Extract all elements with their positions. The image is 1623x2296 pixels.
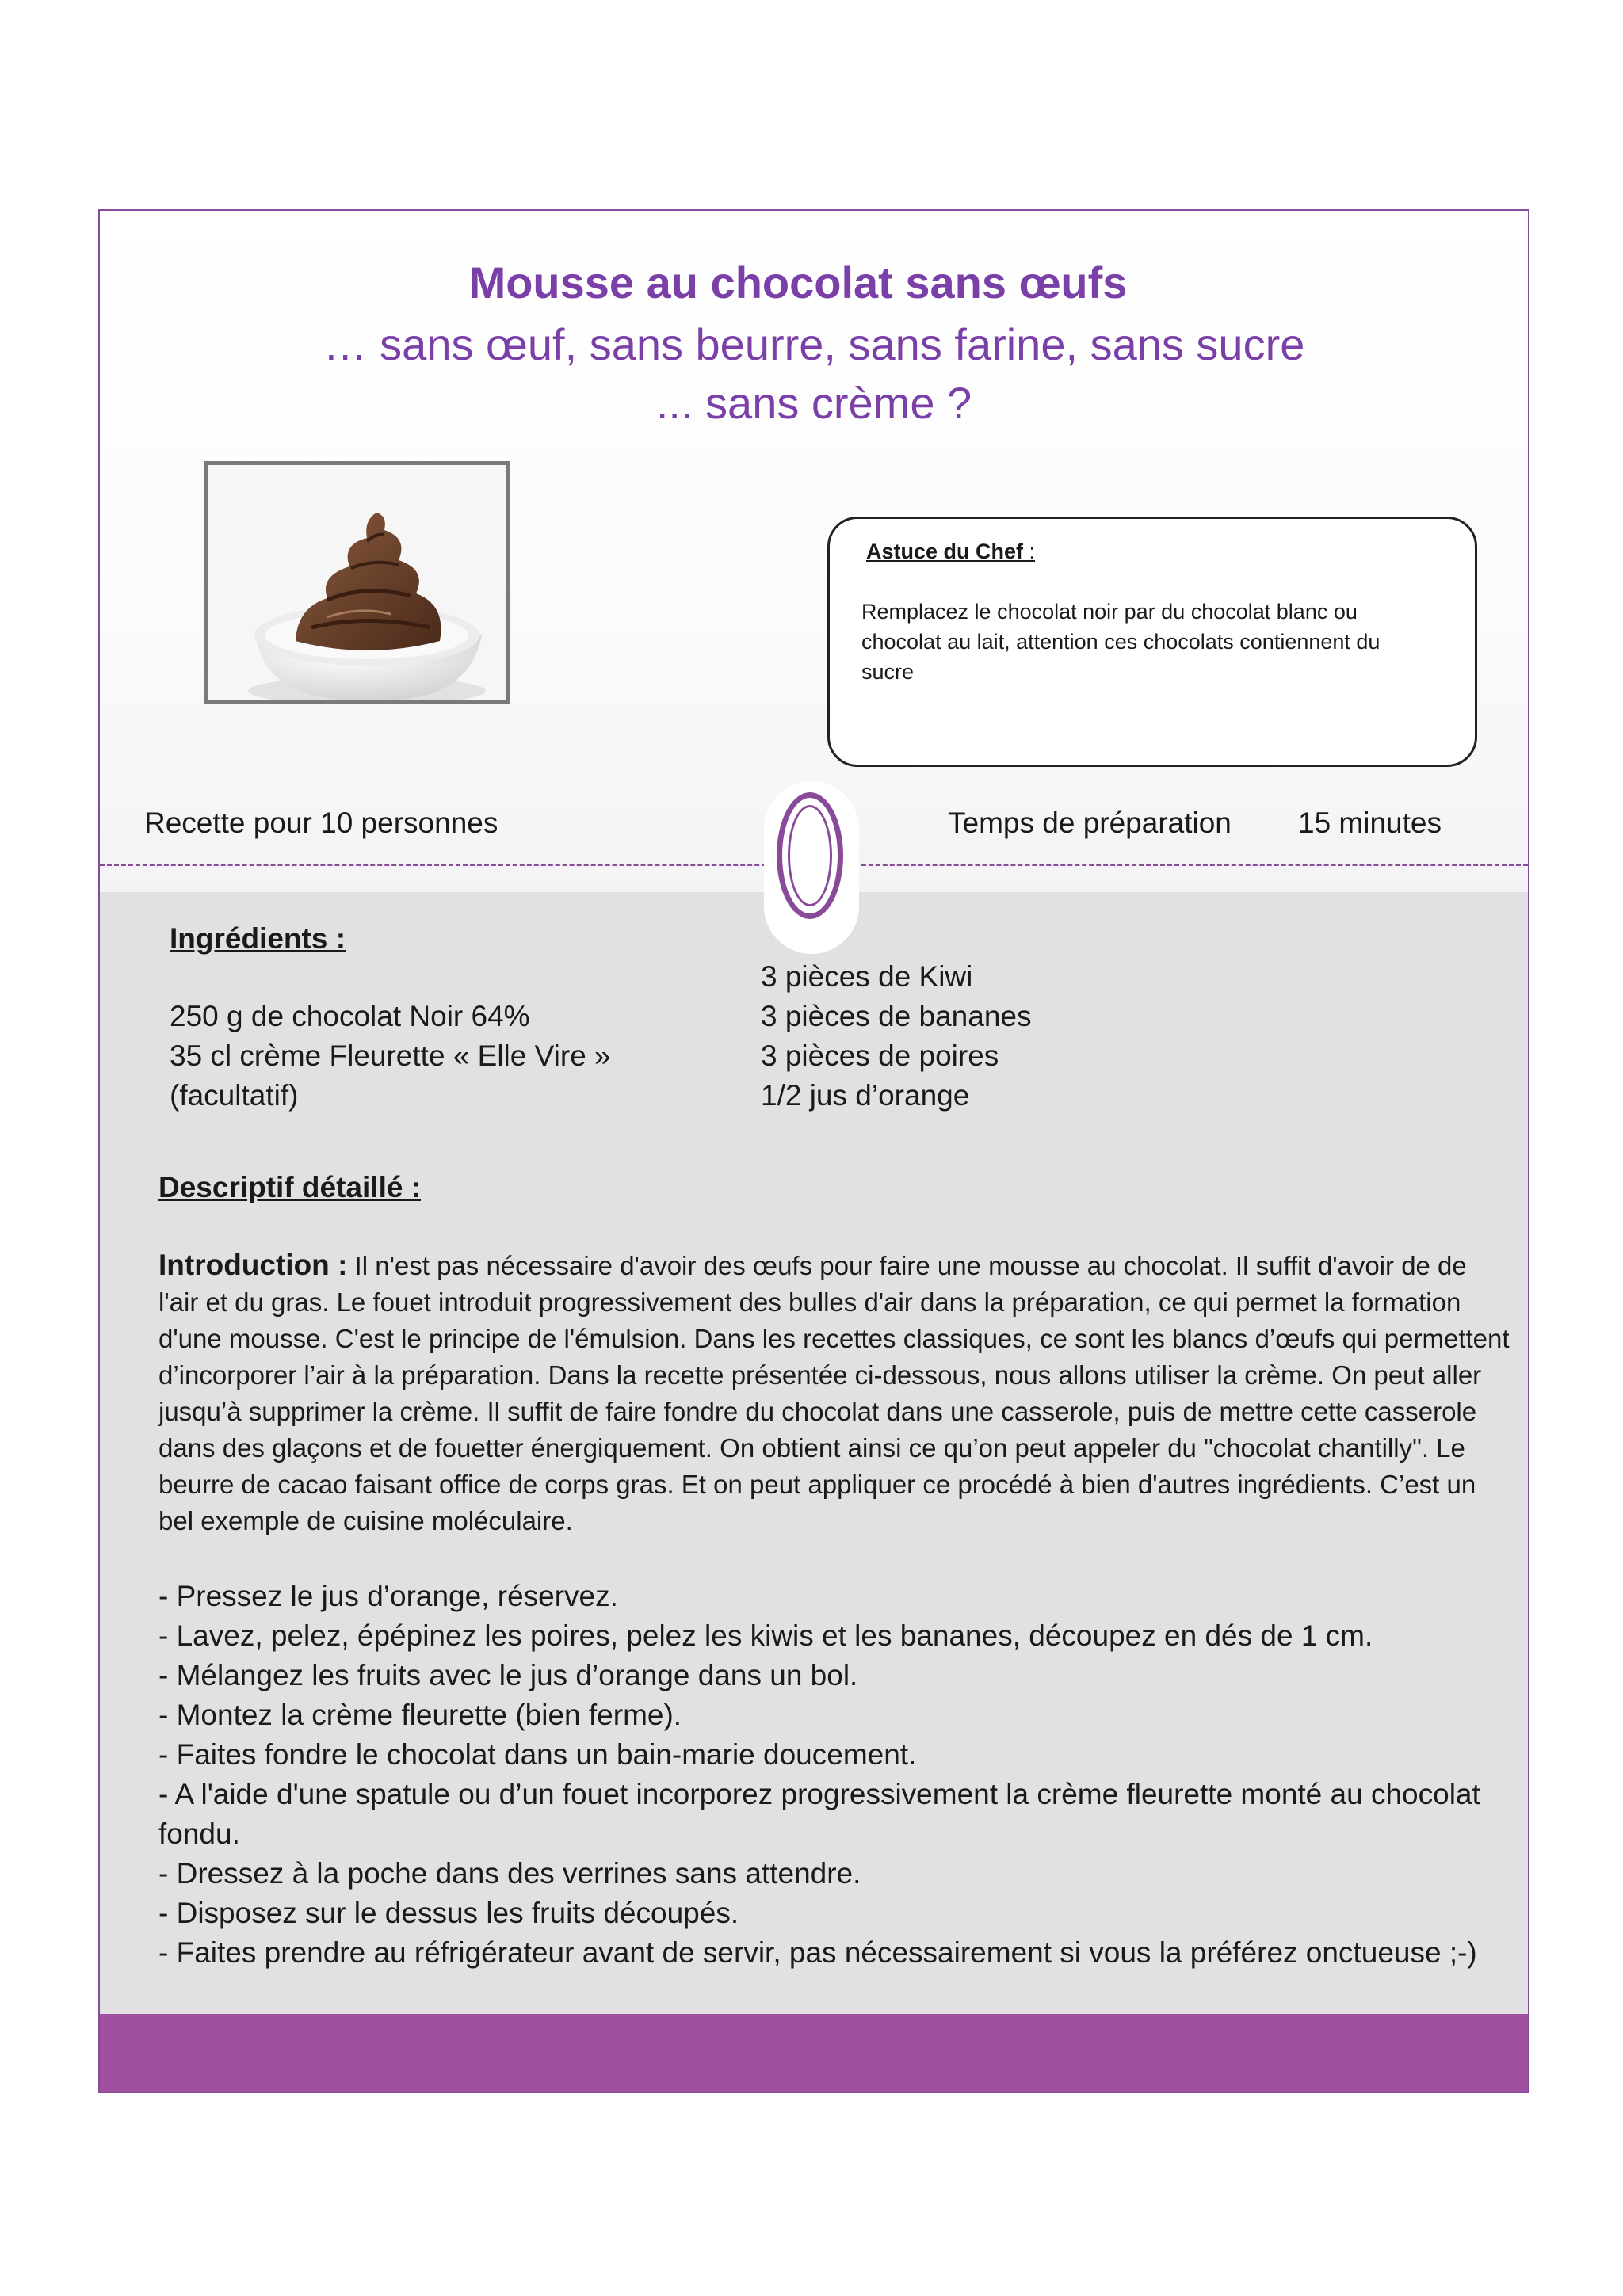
prep-time-label: Temps de préparation (948, 807, 1232, 839)
step-item: - Dressez à la poche dans des verrines sans attendre. (158, 1857, 861, 1890)
recipe-subtitle-2: ... sans crème ? (655, 378, 972, 428)
ingredient-item: 35 cl crème Fleurette « Elle Vire » (170, 1039, 611, 1072)
footer-bar (100, 2014, 1528, 2093)
ingredient-item: 3 pièces de poires (761, 1039, 999, 1072)
step-item: - Pressez le jus d’orange, réservez. (158, 1580, 618, 1612)
mousse-photo (204, 461, 510, 704)
ingredient-item: 3 pièces de Kiwi (761, 960, 973, 993)
chef-tip-colon: : (1023, 540, 1036, 563)
ingredient-item: 250 g de chocolat Noir 64% (170, 1000, 530, 1032)
ingredients-heading: Ingrédients : (170, 922, 346, 955)
ingredient-item: 3 pièces de bananes (761, 1000, 1032, 1032)
step-item: - Mélangez les fruits avec le jus d’orange dans un bol. (158, 1659, 858, 1691)
recipe-subtitle-1: … sans œuf, sans beurre, sans farine, sans sucre (323, 319, 1305, 369)
chef-tip-title: Astuce du Chef : (866, 540, 1036, 563)
ingredient-item: (facultatif) (170, 1079, 299, 1112)
chef-tip-text: Remplacez le chocolat noir par du chocolat blanc ou chocolat au lait, attention ces chocolats contiennent du sucre (861, 600, 1381, 684)
introduction-text: Il n'est pas nécessaire d'avoir des œufs pour faire une mousse au chocolat. Il suffit d'avoir de de l'air et du gras. Le fouet introduit progressivement des bulles d'air dans la préparation, ce qui permet la formation d'une mousse. C'est le principe de l'émulsion. Dans les recettes classiques, ce sont les blancs d’œufs qui permettent d’incorporer l’air à la préparation. Dans la recette présentée ci-dessous, nous allons utiliser la crème. On peut aller jusqu’à supprimer la crème. Il suffit de faire fondre du chocolat dans une casserole, puis de mettre cette casserole dans des glaçons et de fouetter énergiquement. On obtient ainsi ce qu’on peut appeler du "chocolat chantilly". Le beurre de cacao faisant office de corps gras. Et on peut appliquer ce procédé à bien d'autres ingrédients. C’est un bel exemple de cuisine moléculaire. (158, 1251, 1510, 1535)
servings-text: Recette pour 10 personnes (144, 807, 498, 839)
description-heading: Descriptif détaillé : (158, 1171, 422, 1203)
prep-time-value: 15 minutes (1298, 807, 1442, 839)
step-item: - Disposez sur le dessus les fruits découpés. (158, 1897, 739, 1929)
step-item: - Lavez, pelez, épépinez les poires, pelez les kiwis et les bananes, découpez en dés de 1 cm. (158, 1619, 1373, 1652)
introduction-label: Introduction : (158, 1249, 348, 1281)
oval-badge-inner-icon (788, 805, 832, 906)
step-item: - A l'aide d'une spatule ou d’un fouet incorporez progressivement la crème fleurette monté au chocolat fondu. (158, 1778, 1480, 1850)
ingredient-item: 1/2 jus d’orange (761, 1079, 970, 1112)
recipe-card (98, 209, 1529, 2093)
ingredients-left-list (170, 997, 611, 1116)
steps-list (158, 1577, 1514, 1973)
step-item: - Montez la crème fleurette (bien ferme). (158, 1699, 682, 1731)
step-item: - Faites fondre le chocolat dans un bain-marie doucement. (158, 1738, 917, 1771)
ingredients-right-list (761, 957, 1032, 1116)
recipe-title: Mousse au chocolat sans œufs (468, 257, 1128, 307)
introduction-paragraph (158, 1247, 1514, 1539)
step-item: - Faites prendre au réfrigérateur avant de servir, pas nécessairement si vous la préférez onctueuse ;-) (158, 1936, 1477, 1969)
mousse-illustration (208, 465, 506, 700)
chef-tip-box (827, 517, 1477, 767)
